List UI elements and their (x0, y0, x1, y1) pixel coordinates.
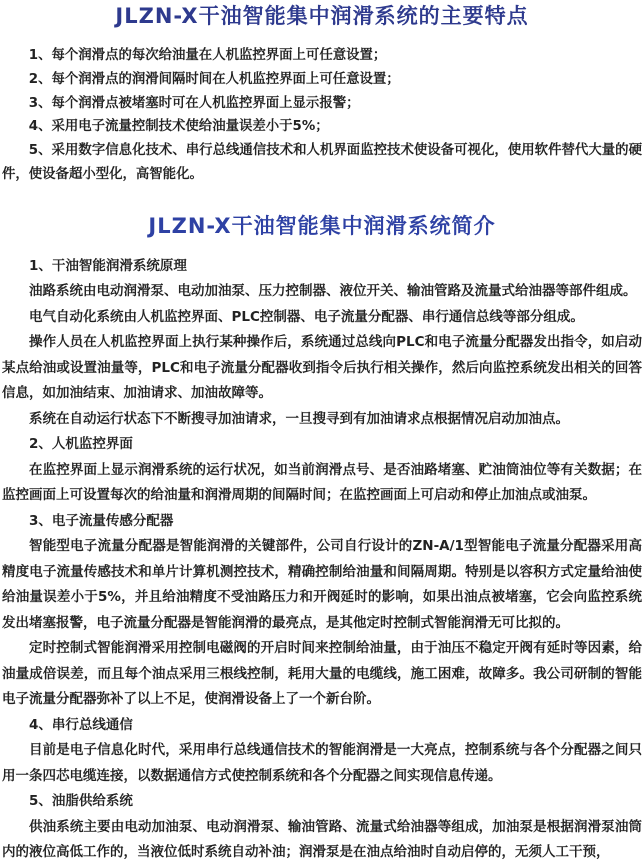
paragraph-timing-comparison: 定时控制式智能润滑采用控制电磁阀的开启时间来控制给油量，由于油压不稳定开阀有延时等因素，给油量成倍误差，而且每个油点采用三根线控制，耗用大量的电缆线，施工困难，故障多。我公司研制的智能电子流量分配器弥补了以上不足，使润滑设备上了一个新台阶。 (2, 640, 642, 708)
feature-item-5: 5、采用数字信息化技术、串行总线通信技术和人机界面监控技术使设备可视化，使用软件替代大量的硬件，使设备超小型化，高智能化。 (2, 143, 642, 182)
section-heading-grease-supply: 5、油脂供给系统 (29, 793, 133, 810)
section-heading-principle: 1、干油智能润滑系统原理 (29, 257, 187, 274)
feature-item-1: 1、每个润滑点的每次给油量在人机监控界面上可任意设置； (28, 48, 387, 63)
feature-item-2: 2、每个润滑点的润滑间隔时间在人机监控界面上可任意设置； (28, 71, 400, 87)
paragraph-oil-circuit: 油路系统由电动润滑泵、电动加油泵、压力控制器、液位开关、输油管路及流量式给油器等部件组成。 (29, 283, 637, 300)
features-title: JLZN-X干油智能集中润滑系统的主要特点 (115, 4, 529, 28)
section-heading-hmi: 2、人机监控界面 (29, 436, 133, 453)
feature-item-4: 4、采用电子流量控制技术使给油量误差小于5%； (28, 119, 329, 135)
feature-item-3: 3、每个润滑点被堵塞时可在人机监控界面上显示报警； (28, 95, 360, 111)
paragraph-electrical-system: 电气自动化系统由人机监控界面、PLC控制器、电子流量分配器、串行通信总线等部分组成。 (29, 308, 584, 325)
paragraph-serial-bus: 目前是电子信息化时代，采用串行总线通信技术的智能润滑是一大亮点，控制系统与各个分配器之间只用一条四芯电缆连接，以数据通信方式使控制系统和各个分配器之间实现信息传递。 (2, 742, 642, 784)
paragraph-grease-supply: 供油系统主要由电动加油泵、电动润滑泵、输油管路、流量式给油器等组成，加油泵是根据润滑泵油筒内的液位高低工作的，当液位低时系统自动补油；润滑泵是在油点给油时自动启停的，无须人工干预， (2, 818, 642, 861)
paragraph-operator-flow: 操作人员在人机监控界面上执行某种操作后，系统通过总线向PLC和电子流量分配器发出指令，如启动某点给油或设置油量等，PLC和电子流量分配器收到指令后执行相关操作，然后向监控系统发出相关的回答信息，如加油结束、加油请求、加油故障等。 (2, 334, 642, 402)
paragraph-hmi-display: 在监控界面上显示润滑系统的运行状况，如当前润滑点号、是否油路堵塞、贮油筒油位等有关数据；在监控画面上可设置每次的给油量和润滑周期的间隔时间；在监控画面上可启动和停止加油点或油泵。 (2, 461, 642, 504)
paragraph-distributor-design: 智能型电子流量分配器是智能润滑的关键部件，公司自行设计的ZN-A/1型智能电子流量分配器采用高精度电子流量传感技术和单片计算机测控技术，精确控制给油量和间隔周期。特别是以容积方式定量给油使给油量误差小于5%，并且给油精度不受油路压力和开阀延时的影响，如果出油点被堵塞，它会向监控系统发出堵塞报警，电子流量分配器是智能润滑的最亮点，是其他定时控制式智能润滑无可比拟的。 (2, 538, 642, 631)
section-heading-serial-bus: 4、串行总线通信 (29, 716, 133, 733)
section-heading-distributor: 3、电子流量传感分配器 (29, 512, 174, 529)
features-list (2, 44, 642, 187)
paragraph-auto-search: 系统在自动运行状态下不断搜寻加油请求，一旦搜寻到有加油请求点根据情况启动加油点。 (29, 410, 569, 427)
intro-title: JLZN-X干油智能集中润滑系统简介 (148, 213, 496, 238)
intro-body (2, 254, 642, 866)
